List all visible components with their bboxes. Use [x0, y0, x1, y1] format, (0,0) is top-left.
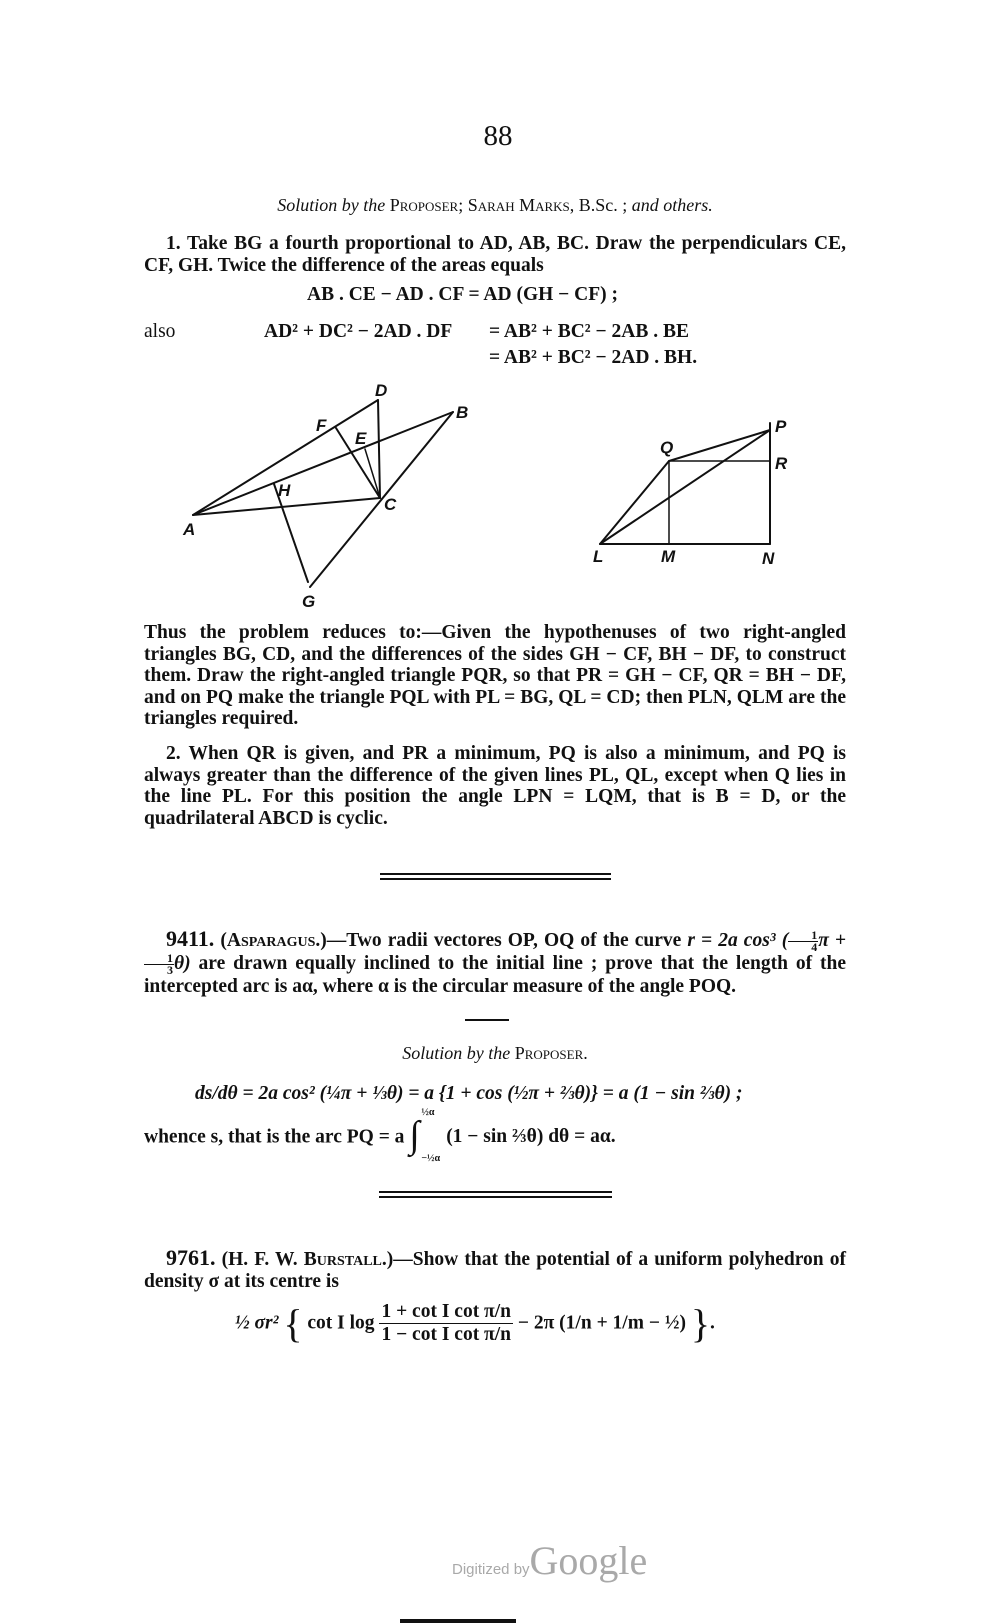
integral-sign — [409, 1107, 441, 1164]
label-N: N — [762, 549, 775, 568]
label-H: H — [278, 481, 291, 500]
para-3-text: 2. When QR is given, and PR a minimum, PQ is also a minimum, and PQ is always greater than the difference of the given lines PL, QL, except when Q lies in the line PL. For this position the angle LPN = LQM, that is B = D, or the quadrilateral ABCD is cyclic. — [144, 743, 846, 829]
integral-upper-limit: ½α — [421, 1107, 435, 1118]
label-A: A — [183, 520, 196, 539]
heading-degree: , B.Sc. ; — [569, 195, 632, 215]
label-D: D — [375, 381, 388, 400]
fraction-denominator: 1 − cot I cot π/n — [381, 1324, 512, 1345]
potential-formula — [235, 1300, 715, 1347]
heading-name: Sarah Marks — [467, 195, 570, 215]
equation-lhs: AD² + DC² − 2AD . DF — [264, 321, 453, 342]
section-divider — [379, 1191, 612, 1198]
solution-paragraph-2 — [144, 622, 846, 730]
heading-proposer: Proposer. — [514, 1043, 588, 1063]
fraction-numerator: 1 + cot I cot π/n — [381, 1301, 512, 1322]
frac-den: 3 — [167, 963, 173, 978]
problem-author: (Asparagus.) — [220, 930, 327, 951]
heading-prefix: Solution by the — [277, 195, 390, 215]
page-number: 88 — [483, 120, 513, 152]
problem-author: (H. F. W. Burstall.) — [221, 1249, 394, 1270]
heading-proposer: Proposer — [389, 195, 459, 215]
integral-prefix: whence s, that is the arc PQ = a — [144, 1126, 405, 1148]
curve-eq-mid: π + — [818, 930, 847, 951]
formula-cot-log: cot I log — [307, 1312, 375, 1334]
para-1-text: 1. Take BG a fourth proportional to AD, AB, BC. Draw the perpendiculars CE, CF, GH. Twice the difference of the areas equals — [144, 233, 846, 276]
google-logo: Google — [529, 1538, 648, 1583]
problem-text-b: are drawn equally inclined to the initial line ; prove that the length of the intercepted arc is aα, where α is the circular measure of the angle POQ. — [144, 953, 846, 998]
label-C: C — [384, 495, 397, 514]
problem-text-a: —Two radii vectores OP, OQ of the curve — [326, 930, 682, 951]
also-label: also — [144, 321, 176, 342]
curve-eq-suffix: θ) — [174, 953, 191, 975]
section-divider — [380, 873, 611, 880]
frac-num: 1 — [144, 953, 174, 965]
right-brace-icon: } — [690, 1301, 711, 1346]
line-CE — [365, 449, 380, 498]
formula-suffix: − 2π (1/n + 1/m − ½) — [517, 1312, 686, 1334]
integral-icon: ∫ — [409, 1114, 420, 1156]
curve-eq-prefix: r = 2a cos³ ( — [687, 930, 789, 951]
formula-prefix: ½ σr² — [235, 1312, 279, 1334]
equation-rhs-1: = AB² + BC² − 2AB . BE — [489, 321, 689, 342]
label-M: M — [661, 547, 676, 566]
solution-heading-9411 — [144, 1043, 846, 1064]
label-Q: Q — [660, 438, 674, 457]
label-L: L — [593, 547, 604, 566]
line-AC — [193, 498, 380, 515]
formula-end: . — [710, 1312, 715, 1334]
para-2-text: Thus the problem reduces to:—Given the hypothenuses of two right-angled triangles BG, CD, and the differences of the sides GH − CF, BH − DF, to construct them. Draw the right-angled triangle PQR, so that PR = GH − CF, QR = BH − DF, and on PQ make the triangle PQL with PL = BG, QL = CD; then PLN, QLM are the triangles required. — [144, 622, 846, 729]
fraction-quarter — [788, 930, 818, 953]
problem-9411 — [144, 928, 846, 998]
arc-integral-equation — [144, 1107, 616, 1164]
label-E: E — [355, 429, 367, 448]
heading-suffix: and others. — [631, 195, 713, 215]
equation-area-difference: AB . CE − AD . CF = AD (GH − CF) ; — [307, 284, 619, 305]
label-B: B — [456, 403, 469, 422]
problem-text: —Show that the potential of a uniform polyhedron of density σ at its centre is — [144, 1249, 846, 1292]
digitized-by-google-watermark — [452, 1537, 647, 1584]
heading-sep: ; — [458, 195, 468, 215]
problem-number: 9761. — [166, 1245, 216, 1270]
line-LP — [600, 430, 770, 544]
left-brace-icon: { — [283, 1301, 303, 1346]
label-P: P — [775, 417, 787, 436]
line-BG — [310, 412, 453, 587]
problem-9761 — [144, 1247, 846, 1292]
line-LQ — [600, 461, 669, 544]
line-QP — [669, 430, 770, 461]
frac-num: 1 — [788, 930, 818, 942]
digitized-by-label: Digitized by — [452, 1561, 530, 1578]
problem-number: 9411. — [166, 926, 215, 951]
equation-rhs-2: = AB² + BC² − 2AD . BH. — [489, 347, 698, 368]
solution-paragraph-3 — [144, 743, 846, 829]
fraction-third — [144, 953, 174, 976]
integral-lower-limit: −½α — [421, 1153, 441, 1164]
short-divider — [465, 1019, 509, 1021]
frac-den: 4 — [811, 940, 818, 955]
arc-derivative-equation: ds/dθ = 2a cos² (¼π + ⅓θ) = a {1 + cos (½π + ⅔θ)} = a (1 − sin ⅔θ) ; — [195, 1083, 743, 1104]
scan-edge-bar — [400, 1619, 516, 1623]
label-G: G — [302, 592, 316, 611]
integral-suffix: (1 − sin ⅔θ) dθ = aα. — [446, 1126, 616, 1148]
label-R: R — [775, 454, 788, 473]
line-DC — [378, 400, 380, 498]
heading-prefix: Solution by the — [402, 1043, 515, 1063]
log-fraction — [379, 1301, 513, 1346]
label-F: F — [316, 416, 327, 435]
